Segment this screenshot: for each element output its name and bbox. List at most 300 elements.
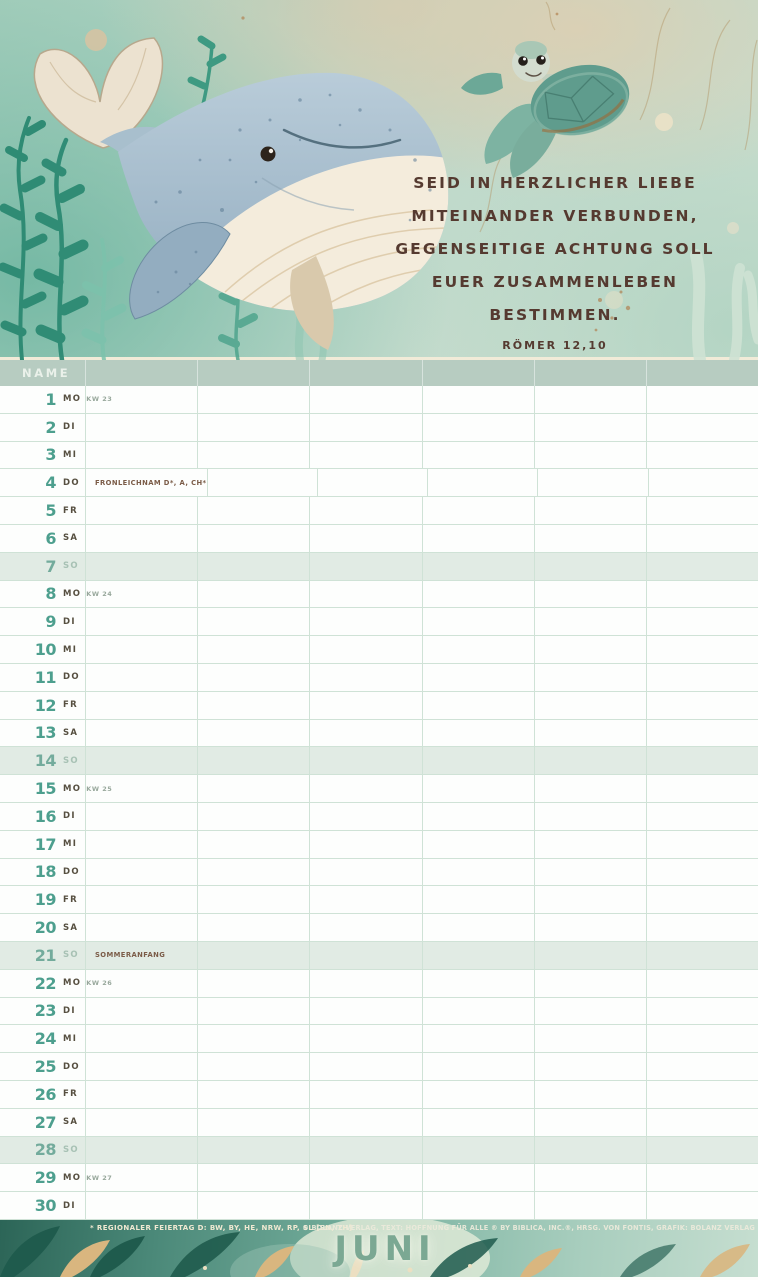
entry-cell[interactable] — [535, 1109, 647, 1136]
day-number: 29 — [34, 1168, 56, 1188]
entry-cell[interactable] — [647, 886, 758, 913]
entry-cell[interactable] — [310, 581, 422, 608]
entry-cell[interactable] — [423, 831, 535, 858]
entry-cell[interactable] — [198, 775, 310, 802]
entry-cell[interactable] — [423, 692, 535, 719]
entry-cell[interactable] — [423, 664, 535, 691]
weekday-label: FR — [63, 894, 78, 905]
entry-cell[interactable] — [86, 914, 198, 941]
entry-cell[interactable] — [86, 803, 198, 830]
entry-cell[interactable] — [86, 1053, 198, 1080]
weekday-label: DI — [63, 422, 76, 433]
day-label — [0, 970, 113, 997]
entry-cell[interactable] — [86, 942, 198, 969]
entry-cell[interactable] — [198, 970, 310, 997]
entry-cell[interactable] — [647, 831, 758, 858]
day-label — [0, 942, 86, 969]
day-label — [0, 1081, 86, 1108]
entry-cell[interactable] — [535, 970, 647, 997]
entry-cell[interactable] — [423, 998, 535, 1025]
entry-cell[interactable] — [535, 608, 647, 635]
entry-cell[interactable] — [86, 497, 198, 524]
day-label — [0, 1025, 86, 1052]
entry-cell[interactable] — [86, 469, 208, 496]
entry-cell[interactable] — [535, 414, 647, 441]
day-label — [0, 525, 86, 552]
day-row — [0, 998, 758, 1026]
entry-cell[interactable] — [198, 636, 310, 663]
entry-cell[interactable] — [198, 414, 310, 441]
entry-cell[interactable] — [198, 1137, 310, 1164]
entry-cell[interactable] — [423, 497, 535, 524]
day-number: 9 — [45, 612, 56, 632]
day-number: 24 — [34, 1029, 56, 1049]
entry-cell[interactable] — [86, 1025, 198, 1052]
entry-cell[interactable] — [647, 553, 758, 580]
entry-cell[interactable] — [310, 553, 422, 580]
entry-cell[interactable] — [423, 1192, 535, 1219]
entry-cell[interactable] — [198, 442, 310, 469]
entry-cell[interactable] — [208, 469, 318, 496]
day-number: 11 — [34, 667, 56, 687]
day-label — [0, 747, 86, 774]
entry-cell[interactable] — [86, 859, 198, 886]
entry-cell[interactable] — [647, 942, 758, 969]
entry-cell[interactable] — [86, 720, 198, 747]
entry-cell[interactable] — [647, 803, 758, 830]
entry-cell[interactable] — [535, 803, 647, 830]
day-label — [0, 914, 86, 941]
day-row — [0, 692, 758, 720]
day-label — [0, 469, 86, 496]
entry-cell[interactable] — [647, 775, 758, 802]
entry-cell[interactable] — [310, 608, 422, 635]
entry-cell[interactable] — [423, 859, 535, 886]
entry-cell[interactable] — [198, 803, 310, 830]
entry-cell[interactable] — [647, 1109, 758, 1136]
day-row — [0, 1192, 758, 1220]
verse-line: SEID IN HERZLICHER LIEBE — [413, 174, 697, 192]
entry-cell[interactable] — [310, 775, 422, 802]
entry-cell[interactable] — [535, 914, 647, 941]
day-row — [0, 553, 758, 581]
day-row — [0, 469, 758, 497]
entry-cell[interactable] — [647, 525, 758, 552]
day-row — [0, 775, 758, 803]
entry-cell[interactable] — [198, 581, 310, 608]
day-row — [0, 664, 758, 692]
day-row — [0, 720, 758, 748]
entry-cell[interactable] — [198, 886, 310, 913]
day-row — [0, 581, 758, 609]
day-row — [0, 831, 758, 859]
entry-cell[interactable] — [535, 636, 647, 663]
weekday-label: MO — [63, 1172, 82, 1183]
entry-cell[interactable] — [535, 998, 647, 1025]
entry-cell[interactable] — [198, 942, 310, 969]
entry-cell[interactable] — [86, 581, 198, 608]
entry-cell[interactable] — [423, 775, 535, 802]
day-label — [0, 886, 86, 913]
entry-cell[interactable] — [535, 831, 647, 858]
entry-cell[interactable] — [310, 914, 422, 941]
verse-line: EUER ZUSAMMENLEBEN — [431, 273, 679, 291]
entry-cell[interactable] — [310, 720, 422, 747]
day-row — [0, 747, 758, 775]
entry-cell[interactable] — [647, 386, 758, 413]
entry-cell[interactable] — [535, 1025, 647, 1052]
entry-cell[interactable] — [535, 664, 647, 691]
entry-cell[interactable] — [423, 608, 535, 635]
bubble-dot — [85, 29, 107, 51]
day-number: 1 — [45, 389, 56, 409]
entry-cell[interactable] — [86, 386, 198, 413]
weekday-label: SA — [63, 727, 79, 738]
header-name-cell — [310, 360, 422, 386]
day-label — [0, 664, 86, 691]
weekday-label: DO — [63, 672, 80, 683]
weekday-label: DO — [63, 477, 80, 488]
entry-cell[interactable] — [423, 1164, 535, 1191]
entry-cell[interactable] — [535, 386, 647, 413]
entry-cell[interactable] — [647, 1192, 758, 1219]
weekday-label: DI — [63, 1005, 76, 1016]
entry-cell[interactable] — [647, 608, 758, 635]
entry-cell[interactable] — [198, 692, 310, 719]
header-name-cell — [423, 360, 535, 386]
entry-cell[interactable] — [647, 970, 758, 997]
entry-cell[interactable] — [535, 1164, 647, 1191]
entry-cell[interactable] — [310, 1081, 422, 1108]
day-label — [0, 1192, 86, 1219]
publisher-credit: © BOLANZ VERLAG, TEXT: HOFFNUNG FÜR ALLE ® BY BIBLICA, INC.®, HRSG. VON FONTIS, GRAFIK: BOLANZ VERLAG — [302, 1224, 755, 1232]
entry-cell[interactable] — [423, 1081, 535, 1108]
entry-cell[interactable] — [423, 886, 535, 913]
entry-cell[interactable] — [649, 469, 758, 496]
day-label — [0, 442, 86, 469]
entry-cell[interactable] — [310, 859, 422, 886]
entry-cell[interactable] — [310, 1025, 422, 1052]
entry-cell[interactable] — [310, 1192, 422, 1219]
entry-cell[interactable] — [86, 886, 198, 913]
weekday-label: SA — [63, 533, 79, 544]
day-number: 30 — [34, 1196, 56, 1215]
entry-cell[interactable] — [423, 581, 535, 608]
day-label — [0, 386, 113, 413]
entry-cell[interactable] — [310, 1164, 422, 1191]
entry-cell[interactable] — [423, 1109, 535, 1136]
holiday-note: FRONLEICHNAM D*, A, CH* — [95, 478, 207, 487]
entry-cell[interactable] — [310, 998, 422, 1025]
day-row — [0, 1164, 758, 1192]
entry-cell[interactable] — [310, 803, 422, 830]
entry-cell[interactable] — [423, 1053, 535, 1080]
entry-cell[interactable] — [310, 1109, 422, 1136]
day-row — [0, 414, 758, 442]
entry-cell[interactable] — [198, 553, 310, 580]
entry-cell[interactable] — [647, 720, 758, 747]
day-number: 5 — [45, 501, 56, 521]
entry-cell[interactable] — [535, 442, 647, 469]
weekday-label: DO — [63, 1061, 80, 1072]
day-label — [0, 803, 86, 830]
day-number: 6 — [45, 528, 56, 548]
day-row — [0, 803, 758, 831]
entry-cell[interactable] — [647, 1081, 758, 1108]
weekday-label: MI — [63, 1033, 78, 1044]
entry-cell[interactable] — [423, 942, 535, 969]
entry-cell[interactable] — [535, 720, 647, 747]
entry-cell[interactable] — [86, 608, 198, 635]
entry-cell[interactable] — [423, 1025, 535, 1052]
day-row — [0, 442, 758, 470]
entry-cell[interactable] — [86, 1164, 198, 1191]
entry-cell[interactable] — [647, 1137, 758, 1164]
entry-cell[interactable] — [86, 692, 198, 719]
entry-cell[interactable] — [423, 442, 535, 469]
footer-band — [0, 1220, 758, 1277]
entry-cell[interactable] — [535, 886, 647, 913]
entry-cell[interactable] — [86, 1192, 198, 1219]
day-label — [0, 1053, 86, 1080]
entry-cell[interactable] — [310, 414, 422, 441]
day-row — [0, 942, 758, 970]
calendar-week-label: KW 23 — [86, 395, 113, 404]
entry-cell[interactable] — [310, 525, 422, 552]
entry-cell[interactable] — [535, 581, 647, 608]
entry-cell[interactable] — [423, 803, 535, 830]
verse-line: GEGENSEITIGE ACHTUNG SOLL — [395, 240, 715, 258]
entry-cell[interactable] — [310, 942, 422, 969]
day-label — [0, 1164, 113, 1191]
day-row — [0, 859, 758, 887]
day-row — [0, 970, 758, 998]
header-name-cell — [535, 360, 647, 386]
entry-cell[interactable] — [647, 998, 758, 1025]
entry-cell[interactable] — [535, 775, 647, 802]
entry-cell[interactable] — [198, 1053, 310, 1080]
entry-cell[interactable] — [310, 442, 422, 469]
entry-cell[interactable] — [86, 1081, 198, 1108]
entry-cell[interactable] — [423, 914, 535, 941]
day-label — [0, 608, 86, 635]
entry-cell[interactable] — [310, 970, 422, 997]
header-name-cell — [198, 360, 310, 386]
entry-cell[interactable] — [198, 914, 310, 941]
entry-cell[interactable] — [535, 1192, 647, 1219]
day-number: 28 — [34, 1140, 56, 1160]
entry-cell[interactable] — [198, 1109, 310, 1136]
entry-cell[interactable] — [423, 553, 535, 580]
day-number: 21 — [34, 945, 56, 965]
entry-cell[interactable] — [647, 442, 758, 469]
entry-cell[interactable] — [535, 1137, 647, 1164]
entry-cell[interactable] — [535, 859, 647, 886]
entry-cell[interactable] — [198, 1164, 310, 1191]
day-number: 7 — [45, 556, 56, 576]
entry-cell[interactable] — [198, 859, 310, 886]
entry-cell[interactable] — [86, 442, 198, 469]
entry-cell[interactable] — [198, 720, 310, 747]
calendar-header — [0, 360, 758, 386]
weekday-label: SO — [63, 755, 79, 766]
weekday-label: FR — [63, 1089, 78, 1100]
entry-cell[interactable] — [198, 1025, 310, 1052]
entry-cell[interactable] — [198, 386, 310, 413]
day-label — [0, 998, 86, 1025]
calendar-week-label: KW 24 — [86, 589, 113, 598]
entry-cell[interactable] — [428, 469, 538, 496]
day-label — [0, 720, 86, 747]
entry-cell[interactable] — [86, 998, 198, 1025]
entry-cell[interactable] — [535, 1081, 647, 1108]
entry-cell[interactable] — [310, 692, 422, 719]
entry-cell[interactable] — [198, 497, 310, 524]
day-label — [0, 414, 86, 441]
entry-cell[interactable] — [647, 581, 758, 608]
entry-cell[interactable] — [535, 497, 647, 524]
day-number: 27 — [34, 1112, 56, 1132]
entry-cell[interactable] — [310, 636, 422, 663]
entry-cell[interactable] — [310, 664, 422, 691]
day-label — [0, 692, 86, 719]
day-label — [0, 775, 113, 802]
day-row — [0, 497, 758, 525]
day-number: 20 — [34, 918, 56, 938]
hero-section — [0, 0, 758, 360]
entry-cell[interactable] — [86, 553, 198, 580]
header-name-cell — [647, 360, 758, 386]
entry-cell[interactable] — [310, 1053, 422, 1080]
entry-cell[interactable] — [647, 1025, 758, 1052]
entry-cell[interactable] — [647, 664, 758, 691]
entry-cell[interactable] — [535, 942, 647, 969]
entry-cell[interactable] — [310, 386, 422, 413]
day-row — [0, 636, 758, 664]
day-number: 16 — [34, 806, 56, 826]
name-column-header: NAME — [0, 360, 86, 386]
entry-cell[interactable] — [647, 636, 758, 663]
entry-cell[interactable] — [423, 386, 535, 413]
weekday-label: DI — [63, 811, 76, 822]
entry-cell[interactable] — [423, 1137, 535, 1164]
day-label — [0, 581, 113, 608]
entry-cell[interactable] — [86, 831, 198, 858]
entry-cell[interactable] — [647, 859, 758, 886]
verse-lines — [366, 167, 744, 332]
weekday-label: DI — [63, 616, 76, 627]
entry-cell[interactable] — [198, 1192, 310, 1219]
weekday-label: DO — [63, 866, 80, 877]
entry-cell[interactable] — [310, 1137, 422, 1164]
entry-cell[interactable] — [423, 414, 535, 441]
entry-cell[interactable] — [198, 747, 310, 774]
weekday-label: MO — [63, 394, 82, 405]
entry-cell[interactable] — [310, 497, 422, 524]
entry-cell[interactable] — [86, 636, 198, 663]
weekday-label: MO — [63, 783, 82, 794]
verse-reference: RÖMER 12,10 — [502, 339, 608, 352]
day-row — [0, 386, 758, 414]
entry-cell[interactable] — [86, 525, 198, 552]
entry-cell[interactable] — [86, 414, 198, 441]
weekday-label: DI — [63, 1200, 76, 1211]
day-number: 25 — [34, 1057, 56, 1077]
entry-cell[interactable] — [423, 970, 535, 997]
entry-cell[interactable] — [647, 914, 758, 941]
entry-cell[interactable] — [198, 831, 310, 858]
weekday-label: MO — [63, 588, 82, 599]
entry-cell[interactable] — [647, 414, 758, 441]
calendar-grid — [0, 360, 758, 1220]
entry-cell[interactable] — [86, 1137, 198, 1164]
entry-cell[interactable] — [86, 664, 198, 691]
day-label — [0, 831, 86, 858]
day-number: 3 — [45, 445, 56, 465]
entry-cell[interactable] — [310, 747, 422, 774]
entry-cell[interactable] — [423, 747, 535, 774]
day-number: 4 — [45, 473, 56, 493]
entry-cell[interactable] — [535, 553, 647, 580]
entry-cell[interactable] — [86, 970, 198, 997]
entry-cell[interactable] — [647, 692, 758, 719]
whale-eye — [261, 147, 276, 162]
day-number: 10 — [34, 640, 56, 660]
entry-cell[interactable] — [535, 692, 647, 719]
turtle-eye — [518, 56, 528, 66]
entry-cell[interactable] — [535, 1053, 647, 1080]
entry-cell[interactable] — [310, 831, 422, 858]
entry-cell[interactable] — [647, 1053, 758, 1080]
entry-cell[interactable] — [198, 1081, 310, 1108]
calendar-rows — [0, 386, 758, 1220]
day-number: 17 — [34, 834, 56, 854]
day-number: 18 — [34, 862, 56, 882]
entry-cell[interactable] — [86, 1109, 198, 1136]
day-row — [0, 886, 758, 914]
day-row — [0, 1137, 758, 1165]
entry-cell[interactable] — [310, 886, 422, 913]
entry-cell[interactable] — [86, 775, 198, 802]
weekday-label: SA — [63, 922, 79, 933]
day-number: 8 — [45, 584, 56, 604]
entry-cell[interactable] — [423, 636, 535, 663]
entry-cell[interactable] — [198, 608, 310, 635]
entry-cell[interactable] — [647, 497, 758, 524]
day-row — [0, 608, 758, 636]
entry-cell[interactable] — [535, 525, 647, 552]
day-row — [0, 1025, 758, 1053]
entry-cell[interactable] — [538, 469, 648, 496]
calendar-week-label: KW 25 — [86, 784, 113, 793]
day-label — [0, 1137, 86, 1164]
entry-cell[interactable] — [198, 525, 310, 552]
entry-cell[interactable] — [423, 525, 535, 552]
entry-cell[interactable] — [198, 664, 310, 691]
weekday-label: MI — [63, 644, 78, 655]
month-title: JUNI — [334, 1229, 436, 1269]
entry-cell[interactable] — [318, 469, 428, 496]
entry-cell[interactable] — [198, 998, 310, 1025]
entry-cell[interactable] — [86, 747, 198, 774]
entry-cell[interactable] — [647, 1164, 758, 1191]
day-number: 23 — [34, 1001, 56, 1021]
entry-cell[interactable] — [423, 720, 535, 747]
day-number: 13 — [34, 723, 56, 743]
entry-cell[interactable] — [647, 747, 758, 774]
day-number: 26 — [34, 1084, 56, 1104]
entry-cell[interactable] — [535, 747, 647, 774]
